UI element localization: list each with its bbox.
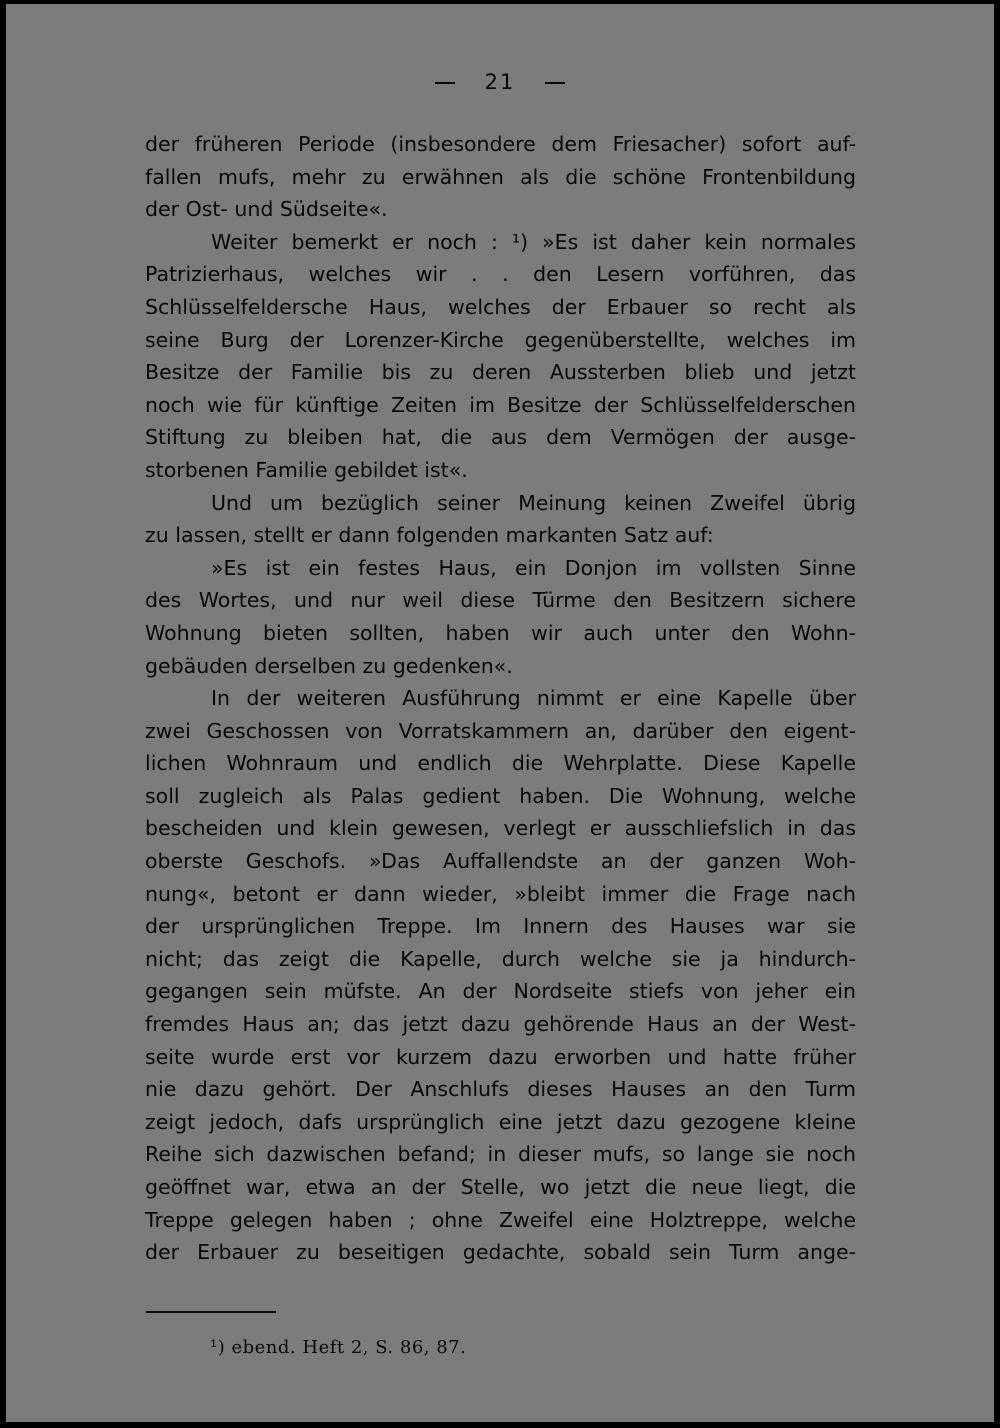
text-line: gegangen sein müfste. An der Nordseite stiefs von jeher ein	[145, 979, 856, 1004]
text-line: Treppe gelegen haben ; ohne Zweifel eine Holztreppe, welche	[145, 1207, 856, 1232]
text-line: lichen Wohnraum und endlich die Wehrplatte. Diese Kapelle	[145, 751, 856, 776]
text-line: Weiter bemerkt er noch : ¹) »Es ist daher kein normales	[211, 229, 856, 254]
text-line: noch wie für künftige Zeiten im Besitze der Schlüsselfelderschen	[145, 392, 856, 417]
text-line: oberste Geschofs. »Das Auffallendste an der ganzen Woh-	[145, 849, 856, 874]
text-line: der Ost- und Südseite«.	[145, 197, 388, 222]
text-line: des Wortes, und nur weil diese Türme den Besitzern sichere	[145, 588, 856, 613]
header-dash-right	[545, 82, 565, 84]
text-line: »Es ist ein festes Haus, ein Donjon im vollsten Sinne	[211, 555, 856, 580]
page-number: 21	[484, 70, 516, 94]
text-line: Schlüsselfeldersche Haus, welches der Erbauer so recht als	[145, 294, 856, 319]
text-line: Wohnung bieten sollten, haben wir auch unter den Wohn-	[145, 620, 856, 645]
text-line: zwei Geschossen von Vorratskammern an, darüber den eigent-	[145, 718, 856, 743]
page-number-header	[0, 70, 1000, 94]
body-text	[145, 128, 856, 1269]
text-line: fallen mufs, mehr zu erwähnen als die schöne Frontenbildung	[145, 164, 856, 189]
footnote-text: ebend. Heft 2, S. 86, 87.	[231, 1337, 467, 1358]
text-line: der früheren Periode (insbesondere dem Friesacher) sofort auf-	[145, 132, 856, 156]
footnote-divider	[146, 1311, 276, 1313]
text-line: nie dazu gehört. Der Anschlufs dieses Hauses an den Turm	[145, 1077, 856, 1102]
text-line: geöffnet war, etwa an der Stelle, wo jetzt die neue liegt, die	[145, 1175, 856, 1199]
header-dash-left	[435, 82, 455, 84]
text-line: seite wurde erst vor kurzem dazu erworben und hatte früher	[145, 1044, 856, 1069]
text-line: storbenen Familie gebildet ist«.	[145, 457, 468, 482]
text-line: Patrizierhaus, welches wir . . den Lesern vorführen, das	[145, 262, 856, 287]
text-line: In der weiteren Ausführung nimmt er eine Kapelle über	[211, 686, 856, 711]
footnote-marker: ¹)	[210, 1337, 226, 1358]
text-line: soll zugleich als Palas gedient haben. Die Wohnung, welche	[145, 783, 856, 808]
text-line: seine Burg der Lorenzer-Kirche gegenüberstellte, welches im	[145, 327, 856, 352]
text-line: Besitze der Familie bis zu deren Aussterben blieb und jetzt	[145, 360, 856, 385]
text-line: Reihe sich dazwischen befand; in dieser mufs, so lange sie noch	[145, 1142, 856, 1167]
text-line: zeigt jedoch, dafs ursprünglich eine jetzt dazu gezogene kleine	[145, 1109, 856, 1134]
text-line: zu lassen, stellt er dann folgenden markanten Satz auf:	[145, 523, 714, 548]
text-line: Und um bezüglich seiner Meinung keinen Zweifel übrig	[211, 490, 856, 515]
footnote	[210, 1337, 466, 1358]
text-line: Stiftung zu bleiben hat, die aus dem Vermögen der ausge-	[145, 425, 856, 450]
text-line: nung«, betont er dann wieder, »bleibt immer die Frage nach	[145, 881, 856, 906]
text-line: fremdes Haus an; das jetzt dazu gehörende Haus an der West-	[145, 1012, 856, 1037]
text-line: der ursprünglichen Treppe. Im Innern des Hauses war sie	[145, 914, 856, 939]
text-line: der Erbauer zu beseitigen gedachte, sobald sein Turm ange-	[145, 1240, 856, 1265]
text-line: bescheiden und klein gewesen, verlegt er ausschliefslich in das	[145, 816, 856, 841]
text-line: nicht; das zeigt die Kapelle, durch welche sie ja hindurch-	[145, 946, 856, 971]
text-line: gebäuden derselben zu gedenken«.	[145, 653, 513, 678]
